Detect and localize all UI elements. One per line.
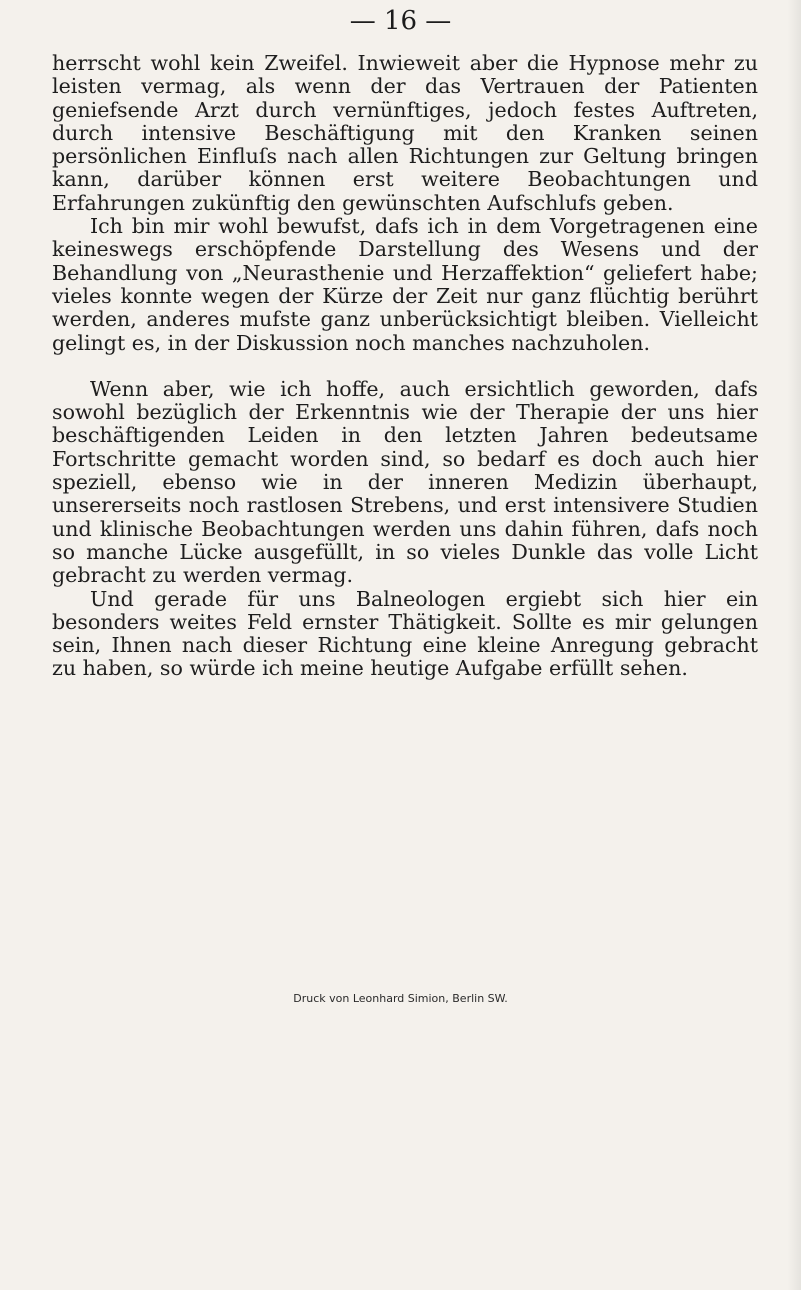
- paragraph-4: Und gerade für uns Balneologen ergiebt sich hier ein besonders weites Feld ernster Thätigkeit. Sollte es mir gelungen sein, Ihnen nach dieser Richtung eine kleine Anregung gebracht zu haben, so würde ich meine heutige Aufgabe erfüllt sehen.: [52, 586, 758, 681]
- paragraph-2: Ich bin mir wohl bewufst, dafs ich in dem Vorgetragenen eine keineswegs erschöpfende Darstellung des Wesens und der Behandlung von „Neurasthenie und Herzaffektion“ geliefert habe; vieles konnte wegen der Kürze der Zeit nur ganz flüchtig berührt werden, anderes mufste ganz unberücksichtigt bleiben. Vielleicht gelingt es, in der Diskussion noch manches nachzuholen.: [52, 214, 758, 355]
- page-edge-shadow: [787, 0, 801, 1290]
- body-text: [52, 52, 758, 681]
- paragraph-1: herrscht wohl kein Zweifel. Inwieweit aber die Hypnose mehr zu leisten vermag, als wenn der das Vertrauen der Patienten geniefsende Arzt durch vernünftiges, jedoch festes Auftreten, durch intensive Beschäftigung mit den Kranken seinen persönlichen Einfluſs nach allen Richtungen zur Geltung bringen kann, darüber können erst weitere Beobachtungen und Erfahrungen zukünftig den gewünschten Aufschlufs geben.: [52, 51, 758, 215]
- paragraph-3: Wenn aber, wie ich hoffe, auch ersichtlich geworden, dafs sowohl bezüglich der Erkenntnis wie der Therapie der uns hier beschäftigenden Leiden in den letzten Jahren bedeutsame Fortschritte gemacht worden sind, so bedarf es doch auch hier speziell, ebenso wie in der inneren Medizin überhaupt, unsererseits noch rastlosen Strebens, und erst intensivere Studien und klinische Beobachtungen werden uns dahin führen, dafs noch so manche Lücke ausgefüllt, in so vieles Dunkle das volle Licht gebracht zu werden vermag.: [52, 376, 758, 588]
- printer-imprint: Druck von Leonhard Simion, Berlin SW.: [293, 992, 508, 1005]
- page-number: — 16 —: [349, 6, 452, 36]
